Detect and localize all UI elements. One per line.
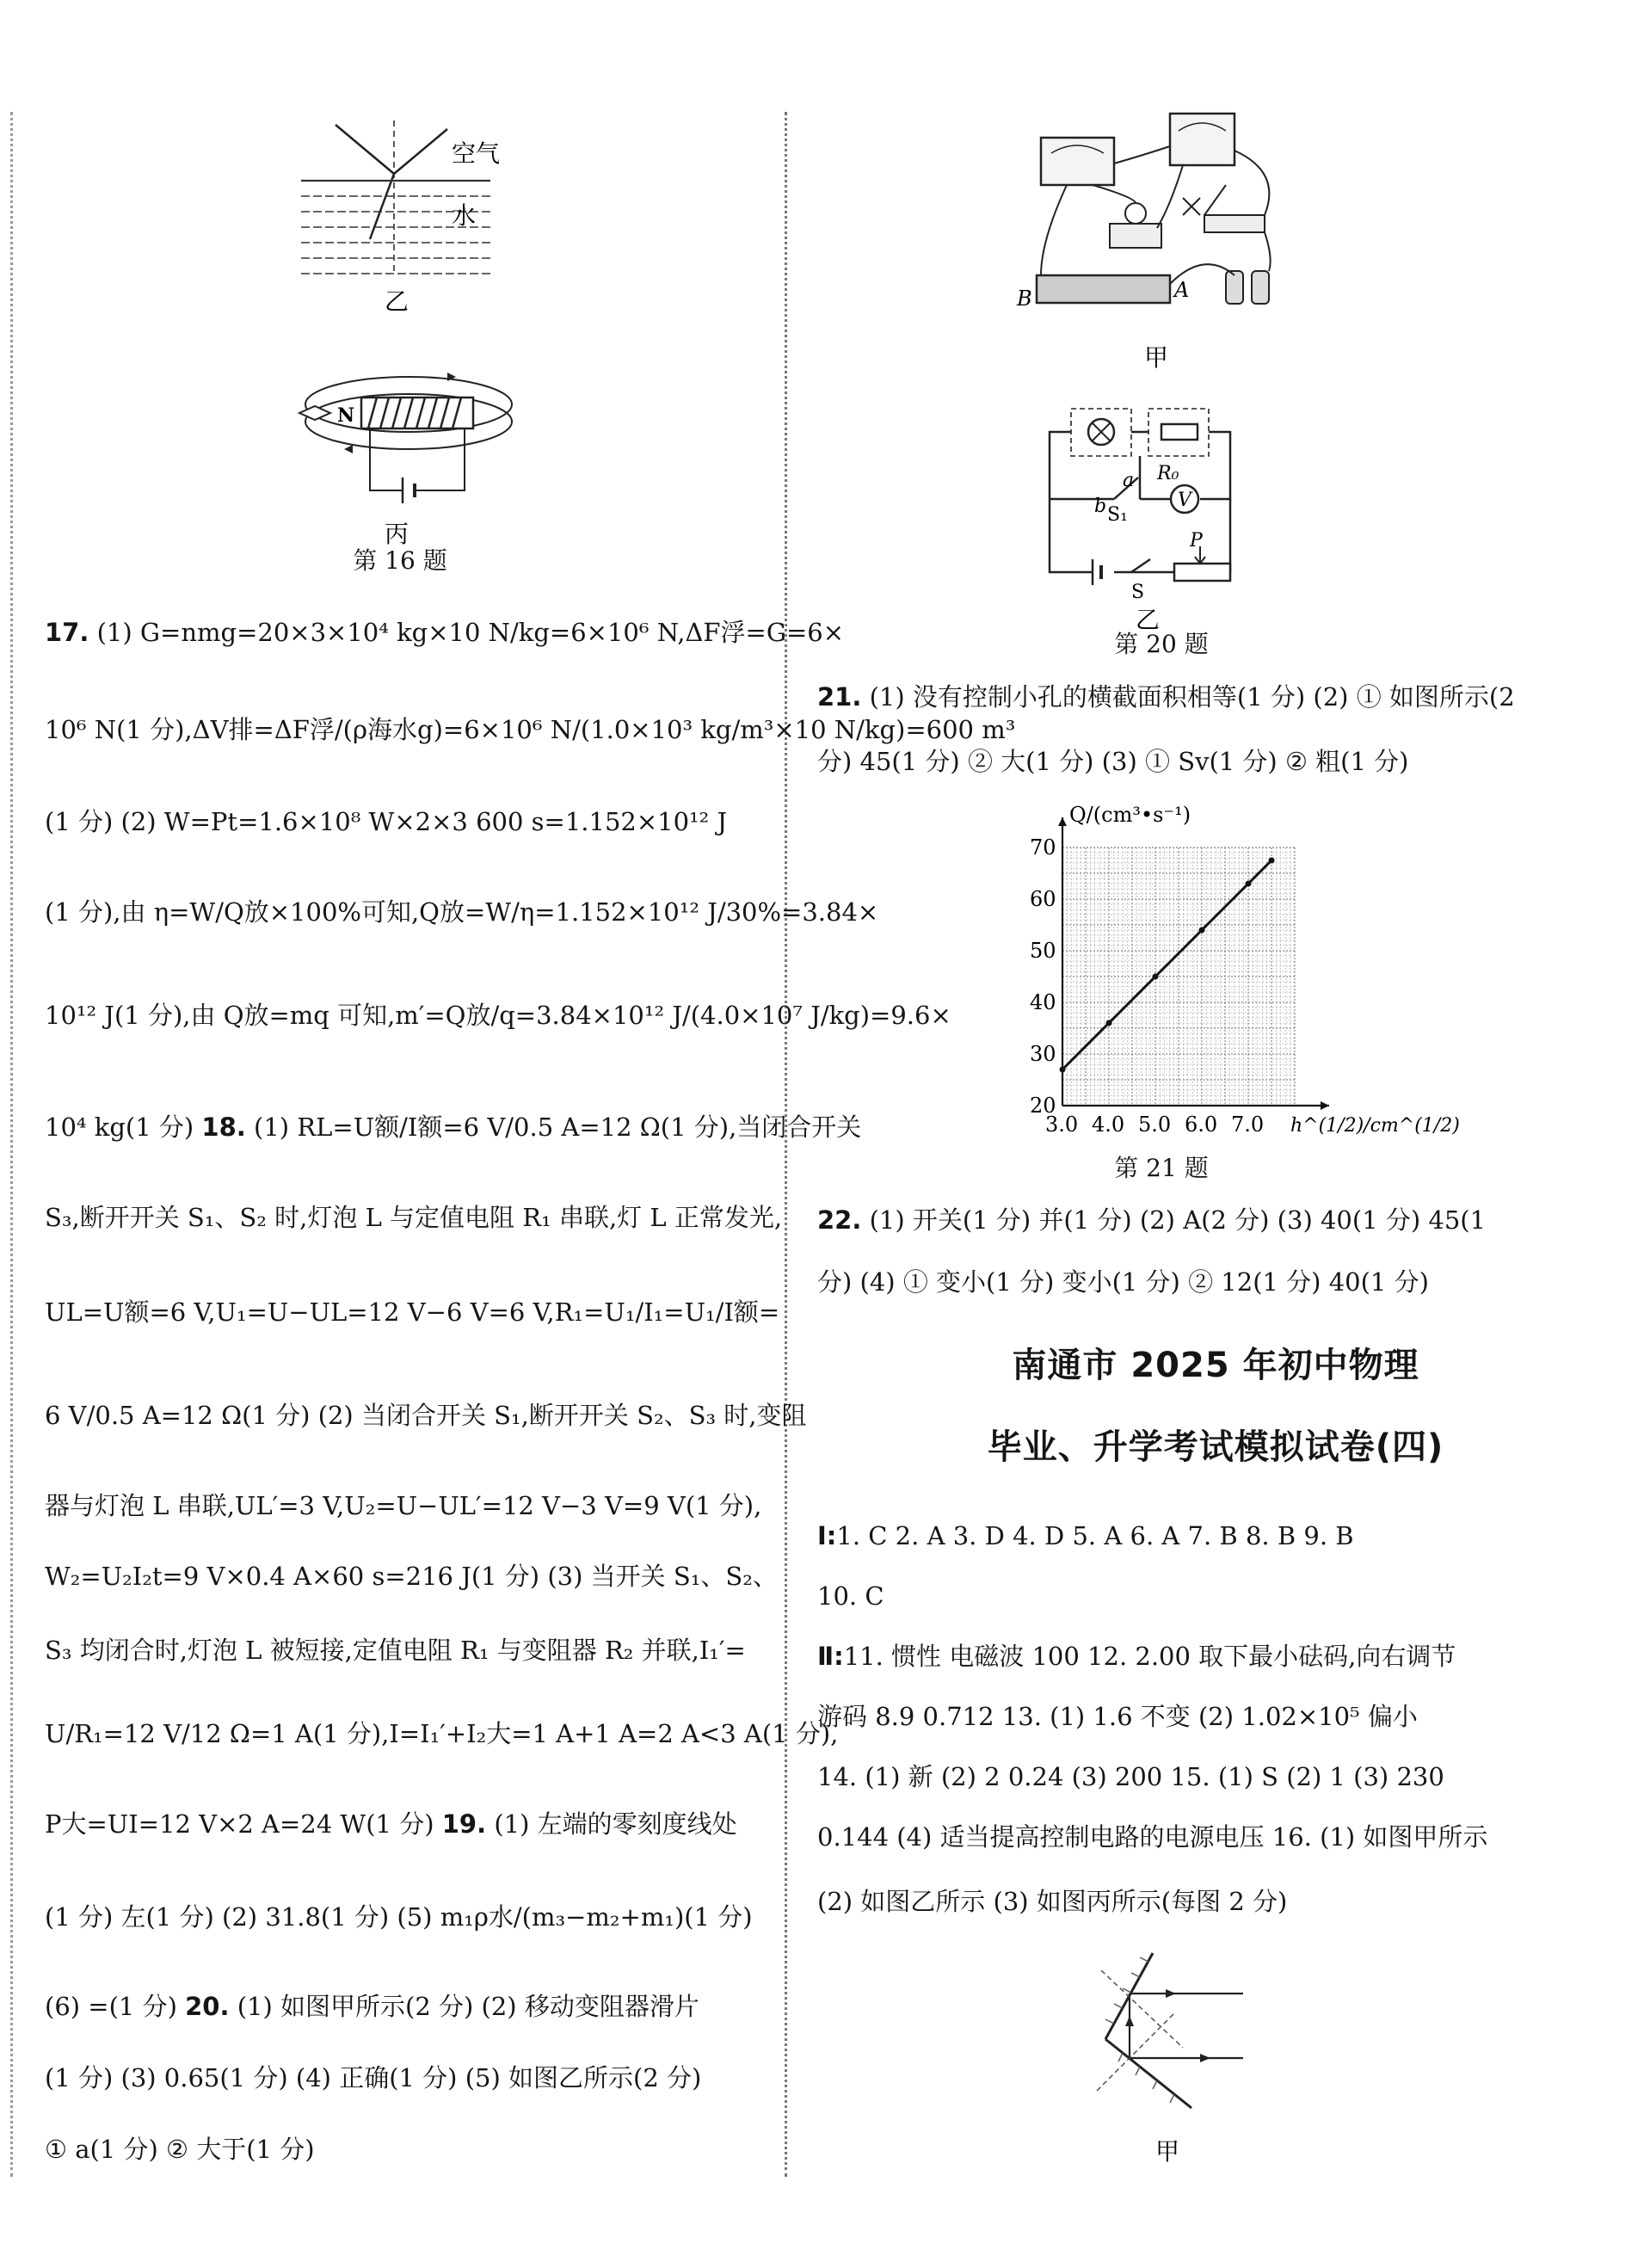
circuit-wires [1050, 432, 1230, 572]
question-number: 19. [441, 1809, 487, 1839]
figure-caption-yi-right: 乙 [1136, 606, 1161, 634]
section-label: Ⅱ: [817, 1642, 844, 1671]
y-tick-label: 40 [1030, 990, 1056, 1014]
lamp-bulb-icon [1125, 203, 1146, 224]
answer-line: (1 分) 左(1 分) (2) 31.8(1 分) (5) m₁ρ水/(m₃−m₂+m₁)(1 分) [45, 1902, 753, 1932]
answer-line: (1) RL=U额/I额=6 V/0.5 A=12 Ω(1 分),当闭合开关 [245, 1112, 862, 1142]
column-divider [785, 112, 787, 2177]
x-tick-label: 6.0 [1185, 1112, 1218, 1137]
terminal-a-label: A [1174, 278, 1190, 302]
switch-s-symbol [1131, 559, 1150, 572]
y-axis-arrow-icon [1058, 817, 1067, 826]
data-point [1153, 974, 1159, 980]
answer-line: 游码 8.9 0.712 13. (1) 1.6 不变 (2) 1.02×10⁵ 偏小 [817, 1702, 1418, 1731]
circuit-apparatus-figure [1007, 103, 1316, 379]
n-pole-label: N [337, 404, 355, 427]
question-16-caption: 第 16 题 [353, 546, 447, 575]
answer-line: (1 分),由 η=W/Q放×100%可知,Q放=W/η=1.152×10¹² J/30%=3.84× [45, 897, 879, 927]
voltmeter-icon [1170, 114, 1235, 165]
data-point [1060, 1067, 1066, 1073]
answer-line: (6) =(1 分) [45, 1992, 186, 2021]
answer-line: (1 分) (2) W=Pt=1.6×10⁸ W×2×3 600 s=1.152×10¹² J [45, 807, 728, 836]
resistor-symbol-icon [1161, 424, 1198, 440]
reflected-ray [394, 129, 447, 174]
lamp-base [1110, 224, 1161, 248]
question-number: 18. [201, 1112, 246, 1142]
ray-arrow-icon [1166, 1989, 1176, 1998]
data-line [1062, 860, 1271, 1069]
answer-line: (1) 开关(1 分) 并(1 分) (2) A(2 分) (3) 40(1 分) 45(1 [861, 1205, 1487, 1235]
answer-line: 1. C 2. A 3. D 4. D 5. A 6. A 7. B 8. B 9. B [836, 1521, 1354, 1550]
answer-line: 分) (4) ① 变小(1 分) 变小(1 分) ② 12(1 分) 40(1 分) [817, 1267, 1429, 1297]
resistor-r0-label: R₀ [1157, 463, 1179, 484]
answer-line: S₃ 均闭合时,灯泡 L 被短接,定值电阻 R₁ 与变阻器 R₂ 并联,I₁′= [45, 1636, 746, 1665]
y-tick-label: 30 [1030, 1042, 1056, 1066]
air-label: 空气 [452, 139, 501, 168]
figure-caption-jia-mirror: 甲 [1155, 2137, 1180, 2166]
switch-s1-label: S₁ [1107, 504, 1128, 526]
answer-line: (1) 没有控制小孔的横截面积相等(1 分) (2) ① 如图所示(2 [861, 682, 1515, 712]
answer-line: 10⁶ N(1 分),ΔV排=ΔF浮/(ρ海水g)=6×10⁶ N/(1.0×10³ kg/m³×10 N/kg)=600 m³ [45, 715, 1016, 744]
question-20-caption: 第 20 题 [1114, 630, 1209, 658]
answer-line: 器与灯泡 L 串联,UL′=3 V,U₂=U−UL′=12 V−3 V=9 V(1 分), [45, 1491, 762, 1520]
incident-ray [336, 125, 394, 174]
y-tick-label: 60 [1030, 887, 1056, 911]
question-number: 17. [45, 618, 89, 647]
y-axis-label: Q/(cm³•s⁻¹) [1069, 803, 1191, 827]
answer-line: 11. 惯性 电磁波 100 12. 2.00 取下最小砝码,向右调节 [843, 1642, 1456, 1671]
slider-p-label: P [1190, 530, 1203, 552]
voltmeter-label: V [1178, 490, 1191, 511]
ray-arrow-icon [1200, 2054, 1210, 2062]
normal-line-1 [1101, 1970, 1183, 2048]
circuit-wire-left [370, 428, 403, 490]
figure-caption-bing: 丙 [385, 520, 409, 548]
answer-line: 10⁴ kg(1 分) [45, 1112, 202, 1142]
answer-line: (1 分) (3) 0.65(1 分) (4) 正确(1 分) (5) 如图乙所示(2 分) [45, 2063, 702, 2092]
ray-arrow-icon [1125, 2016, 1134, 2026]
data-point [1269, 858, 1275, 864]
answer-line: (1) 如图甲所示(2 分) (2) 移动变阻器滑片 [229, 1992, 699, 2021]
question-21-caption: 第 21 题 [1114, 1154, 1209, 1182]
question-number: 22. [817, 1205, 862, 1235]
question-number: 21. [817, 682, 862, 712]
exam-title-line-2: 毕业、升学考试模拟试卷(四) [987, 1427, 1444, 1467]
mirror-reflection-figure [1080, 1944, 1252, 2168]
refracted-ray [370, 174, 394, 239]
refraction-figure [284, 112, 516, 318]
switch-s-label: S [1131, 582, 1145, 603]
battery-cell-icon [1252, 271, 1269, 304]
page-edge-dotted-line [10, 112, 13, 2177]
resistor-box [1148, 409, 1209, 456]
answer-line: W₂=U₂I₂t=9 V×0.4 A×60 s=216 J(1 分) (3) 当开关 S₁、S₂、 [45, 1562, 778, 1591]
y-tick-label: 20 [1030, 1094, 1056, 1118]
answer-line: 0.144 (4) 适当提高控制电路的电源电压 16. (1) 如图甲所示 [817, 1822, 1488, 1852]
figure-caption-jia: 甲 [1144, 343, 1169, 372]
flow-rate-chart [994, 803, 1460, 1153]
x-tick-label: 3.0 [1045, 1112, 1079, 1137]
data-point [1106, 1020, 1112, 1026]
x-tick-label: 4.0 [1092, 1112, 1125, 1137]
answer-line: S₃,断开开关 S₁、S₂ 时,灯泡 L 与定值电阻 R₁ 串联,灯 L 正常发光, [45, 1203, 783, 1232]
exam-title-line-1: 南通市 2025 年初中物理 [1012, 1346, 1419, 1385]
field-arrow-icon [344, 445, 353, 453]
y-tick-label: 70 [1030, 835, 1056, 860]
answer-line: 6 V/0.5 A=12 Ω(1 分) (2) 当闭合开关 S₁,断开开关 S₂、S₃ 时,变阻 [45, 1401, 807, 1430]
x-tick-label: 5.0 [1138, 1112, 1172, 1137]
answer-line: UL=U额=6 V,U₁=U−UL=12 V−6 V=6 V,R₁=U₁/I₁=U₁/I额= [45, 1297, 780, 1327]
rheostat-icon [1037, 275, 1170, 303]
x-axis-label: h^(1/2)/cm^(1/2) [1290, 1115, 1460, 1137]
answer-line: ① a(1 分) ② 大于(1 分) [45, 2135, 315, 2164]
data-point [1199, 928, 1205, 934]
figure-caption-yi: 乙 [385, 287, 409, 316]
answer-line: 10. C [817, 1581, 884, 1611]
question-number: 20. [185, 1992, 230, 2021]
answer-line: (1) G=nmg=20×3×10⁴ kg×10 N/kg=6×10⁶ N,ΔF浮=G=6× [89, 618, 845, 647]
circuit-diagram-figure [1045, 400, 1286, 632]
contact-a-label: a [1123, 470, 1135, 491]
terminal-b-label: B [1017, 287, 1032, 311]
circuit-wire-right [415, 428, 465, 490]
answer-line: 10¹² J(1 分),由 Q放=mq 可知,m′=Q放/q=3.84×10¹² J/(4.0×10⁷ J/kg)=9.6× [45, 1001, 951, 1030]
data-point [1246, 881, 1252, 887]
answer-line: 分) 45(1 分) ② 大(1 分) (3) ① Sv(1 分) ② 粗(1 分) [817, 747, 1409, 776]
water-label: 水 [452, 201, 477, 230]
normal-line-2 [1097, 2013, 1174, 2091]
x-tick-label: 7.0 [1231, 1112, 1265, 1137]
y-tick-label: 50 [1030, 939, 1056, 963]
mirror-lower [1105, 2039, 1191, 2108]
electromagnet-figure [284, 353, 516, 551]
battery-cell-icon [1226, 271, 1243, 304]
answer-line: 14. (1) 新 (2) 2 0.24 (3) 200 15. (1) S (2) 1 (3) 230 [817, 1762, 1444, 1791]
contact-b-label: b [1094, 496, 1107, 517]
switch-icon [1204, 215, 1265, 232]
x-axis-arrow-icon [1321, 1101, 1329, 1110]
answer-line: (1) 左端的零刻度线处 [486, 1809, 737, 1839]
answer-line: P大=UI=12 V×2 A=24 W(1 分) [45, 1809, 442, 1839]
compass-needle-icon [299, 406, 330, 420]
section-label: Ⅰ: [817, 1521, 837, 1550]
answer-line: U/R₁=12 V/12 Ω=1 A(1 分),I=I₁′+I₂大=1 A+1 A=2 A<3 A(1 分), [45, 1719, 839, 1748]
rheostat-symbol-icon [1174, 564, 1230, 581]
answer-line: (2) 如图乙所示 (3) 如图丙所示(每图 2 分) [817, 1887, 1288, 1916]
